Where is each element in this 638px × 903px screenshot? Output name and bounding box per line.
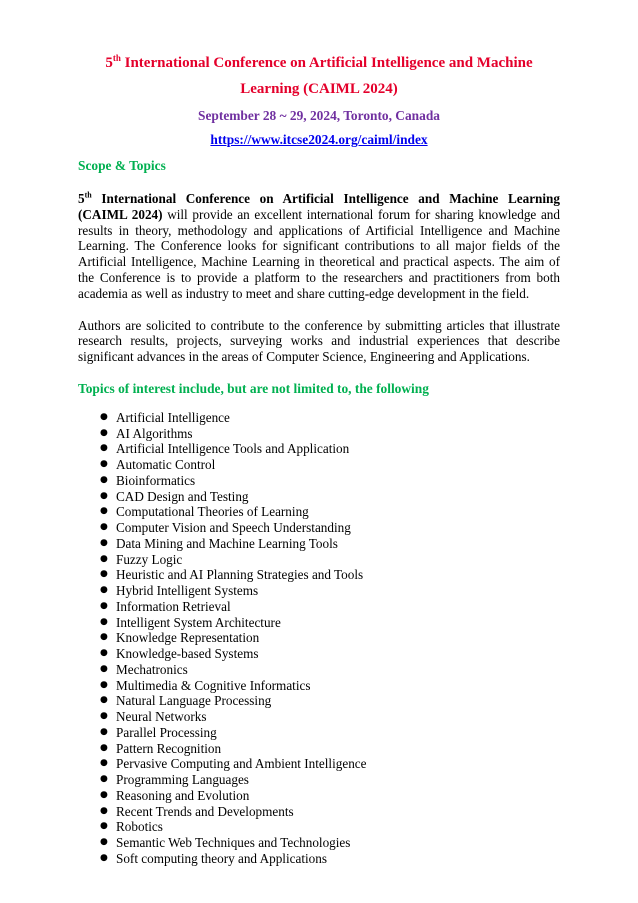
topic-label: Recent Trends and Developments: [116, 803, 294, 819]
bullet-icon: ●: [100, 648, 108, 659]
bullet-icon: ●: [100, 742, 108, 753]
bullet-icon: ●: [100, 852, 108, 863]
topic-item: [100, 489, 560, 505]
bullet-icon: ●: [100, 569, 108, 580]
topic-item: [100, 693, 560, 709]
bullet-icon: ●: [100, 600, 108, 611]
topic-item: [100, 441, 560, 457]
topic-label: Semantic Web Techniques and Technologies: [116, 835, 351, 851]
conference-title: [78, 50, 560, 102]
bullet-icon: ●: [100, 711, 108, 722]
conference-dates: September 28 ~ 29, 2024, Toronto, Canada: [198, 108, 440, 123]
bullet-icon: ●: [100, 774, 108, 785]
topics-list: [78, 410, 560, 867]
topic-item: [100, 457, 560, 473]
topic-label: Hybrid Intelligent Systems: [116, 583, 259, 599]
topic-item: [100, 536, 560, 552]
topic-label: Neural Networks: [116, 709, 207, 725]
para1-conference-name: International Conference on Artificial Intelligence and Machine Learning (CAIML 2024): [78, 191, 560, 222]
bullet-icon: ●: [100, 553, 108, 564]
bullet-icon: ●: [100, 679, 108, 690]
title-line1: International Conference on Artificial Intelligence and Machine: [120, 55, 533, 71]
topic-item: [100, 772, 560, 788]
topic-item: [100, 583, 560, 599]
topic-item: [100, 678, 560, 694]
topic-label: Intelligent System Architecture: [116, 614, 281, 630]
conference-url-line: [78, 130, 560, 150]
bullet-icon: ●: [100, 490, 108, 501]
title-line2: Learning (CAIML 2024): [240, 81, 398, 97]
bullet-icon: ●: [100, 821, 108, 832]
topic-label: Multimedia & Cognitive Informatics: [116, 677, 311, 693]
bullet-icon: ●: [100, 522, 108, 533]
topic-item: [100, 709, 560, 725]
bullet-icon: ●: [100, 837, 108, 848]
topic-item: [100, 599, 560, 615]
topic-label: Fuzzy Logic: [116, 551, 183, 567]
topic-item: [100, 725, 560, 741]
topic-label: Automatic Control: [116, 457, 216, 473]
topic-item: [100, 520, 560, 536]
bullet-icon: ●: [100, 474, 108, 485]
bullet-icon: ●: [100, 506, 108, 517]
topic-label: Knowledge-based Systems: [116, 646, 259, 662]
topic-item: [100, 835, 560, 851]
topic-item: [100, 741, 560, 757]
bullet-icon: ●: [100, 443, 108, 454]
bullet-icon: ●: [100, 537, 108, 548]
topic-item: [100, 615, 560, 631]
title-ordinal-suffix: th: [112, 53, 121, 63]
topic-label: Pattern Recognition: [116, 740, 222, 756]
para1-body: will provide an excellent international forum for sharing knowledge and results in theory, methodology and applications of Artificial Intelligence and Machine Learning. The Conference looks for significant contributions to all major fields of the Artificial Intelligence, Machine Learning in theoretical and practical aspects. The aim of the Conference is to provide a platform to the researchers and practitioners from both academia as well as industry to meet and share cutting-edge development in the field.: [78, 206, 560, 301]
topic-item: [100, 504, 560, 520]
bullet-icon: ●: [100, 726, 108, 737]
topic-item: [100, 567, 560, 583]
topic-label: Natural Language Processing: [116, 693, 272, 709]
topic-item: [100, 662, 560, 678]
bullet-icon: ●: [100, 663, 108, 674]
topic-label: Parallel Processing: [116, 724, 217, 740]
scope-heading: Scope & Topics: [78, 158, 166, 173]
topic-label: Artificial Intelligence Tools and Application: [116, 441, 350, 457]
topic-item: [100, 646, 560, 662]
topic-label: Robotics: [116, 819, 163, 835]
topic-item: [100, 788, 560, 804]
para1-ordinal: 5: [78, 191, 85, 206]
title-ordinal: 5: [105, 55, 113, 71]
bullet-icon: ●: [100, 805, 108, 816]
scope-paragraph-1: [78, 191, 560, 302]
topic-label: AI Algorithms: [116, 425, 193, 441]
topic-label: Pervasive Computing and Ambient Intelligence: [116, 756, 367, 772]
topics-heading: Topics of interest include, but are not limited to, the following: [78, 380, 429, 396]
topic-item: [100, 410, 560, 426]
topic-item: [100, 630, 560, 646]
bullet-icon: ●: [100, 695, 108, 706]
topic-label: Data Mining and Machine Learning Tools: [116, 535, 338, 551]
topic-label: Programming Languages: [116, 772, 249, 788]
bullet-icon: ●: [100, 758, 108, 769]
topic-label: Artificial Intelligence: [116, 409, 230, 425]
bullet-icon: ●: [100, 789, 108, 800]
bullet-icon: ●: [100, 616, 108, 627]
topic-label: CAD Design and Testing: [116, 488, 249, 504]
topic-item: [100, 804, 560, 820]
topic-label: Computer Vision and Speech Understanding: [116, 520, 351, 536]
topic-label: Heuristic and AI Planning Strategies and Tools: [116, 567, 364, 583]
topic-item: [100, 552, 560, 568]
topic-label: Mechatronics: [116, 661, 188, 677]
topic-item: [100, 851, 560, 867]
topic-label: Information Retrieval: [116, 598, 231, 614]
topic-label: Reasoning and Evolution: [116, 787, 250, 803]
bullet-icon: ●: [100, 459, 108, 470]
bullet-icon: ●: [100, 411, 108, 422]
topic-label: Soft computing theory and Applications: [116, 850, 327, 866]
topic-label: Computational Theories of Learning: [116, 504, 309, 520]
topic-item: [100, 819, 560, 835]
topic-item: [100, 756, 560, 772]
scope-paragraph-2: Authors are solicited to contribute to the conference by submitting articles that illustrate research results, projects, surveying works and industrial experiences that describe significant advances in the areas of Computer Science, Engineering and Applications.: [78, 317, 560, 365]
bullet-icon: ●: [100, 585, 108, 596]
topic-item: [100, 426, 560, 442]
bullet-icon: ●: [100, 427, 108, 438]
topic-item: [100, 473, 560, 489]
conference-url-link[interactable]: https://www.itcse2024.org/caiml/index: [210, 132, 428, 147]
bullet-icon: ●: [100, 632, 108, 643]
topic-label: Knowledge Representation: [116, 630, 260, 646]
topic-label: Bioinformatics: [116, 472, 196, 488]
para1-ordinal-suffix: th: [84, 190, 92, 200]
